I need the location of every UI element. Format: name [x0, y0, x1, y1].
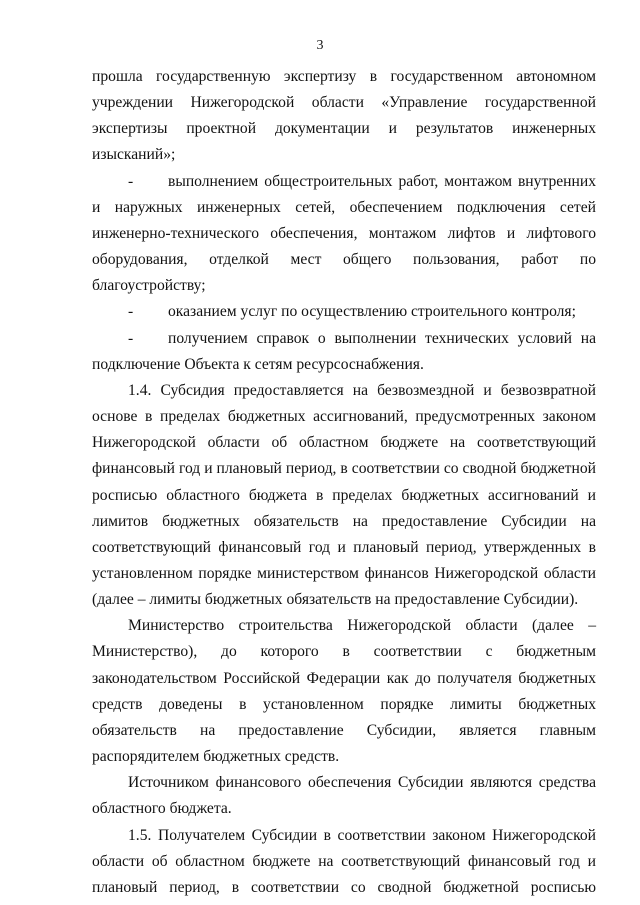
- bullet-text: получением справок о выполнении технических условий на подключение Объекта к сетям ресурсоснабжения.: [92, 329, 596, 373]
- bullet-item: [92, 326, 596, 378]
- document-body: [92, 64, 596, 901]
- paragraph-continuation: прошла государственную экспертизу в государственном автономном учреждении Нижегородской области «Управление государственной экспертизы проектной документации и результатов инженерных изысканий»;: [92, 68, 596, 164]
- bullet-marker: -: [128, 329, 134, 347]
- bullet-marker: -: [128, 172, 134, 190]
- bullet-item: [92, 169, 596, 300]
- paragraph-ministry: Министерство строительства Нижегородской области (далее – Министерство), до которого в соответствии с бюджетным законодательством Российской Федерации как до получателя бюджетных средств доведены в установленном порядке лимиты бюджетных обязательств на предоставление Субсидии, является главным распорядителем бюджетных средств.: [92, 617, 596, 766]
- bullet-marker: -: [128, 303, 134, 321]
- page-number: 3: [316, 38, 324, 53]
- paragraph-funding-source: Источником финансового обеспечения Субсидии являются средства областного бюджета.: [92, 774, 596, 818]
- paragraph-1-5: 1.5. Получателем Субсидии в соответствии законом Нижегородской области об областном бюджете на соответствующий финансовый год и плановый период, в соответствии со сводной бюджетной росписью: [92, 826, 596, 896]
- bullet-item: [92, 299, 596, 325]
- bullet-text: выполнением общестроительных работ, монтажом внутренних и наружных инженерных сетей, обеспечением подключения сетей инженерно-технического обеспечения, монтажом лифтов и лифтового оборудования, отделкой мест общего пользования, работ по благоустройству;: [92, 172, 596, 295]
- paragraph-1-4: 1.4. Субсидия предоставляется на безвозмездной и безвозвратной основе в пределах бюджетных ассигнований, предусмотренных законом Нижегородской области об областном бюджете на соответствующий финансовый год и плановый период, в соответствии со сводной бюджетной росписью областного бюджета в пределах бюджетных ассигнований и лимитов бюджетных обязательств на предоставление Субсидии на соответствующий финансовый год и плановый период, утвержденных в установленном порядке министерством финансов Нижегородской области (далее – лимиты бюджетных обязательств на предоставление Субсидии).: [92, 381, 596, 609]
- bullet-text: оказанием услуг по осуществлению строительного контроля;: [168, 303, 576, 321]
